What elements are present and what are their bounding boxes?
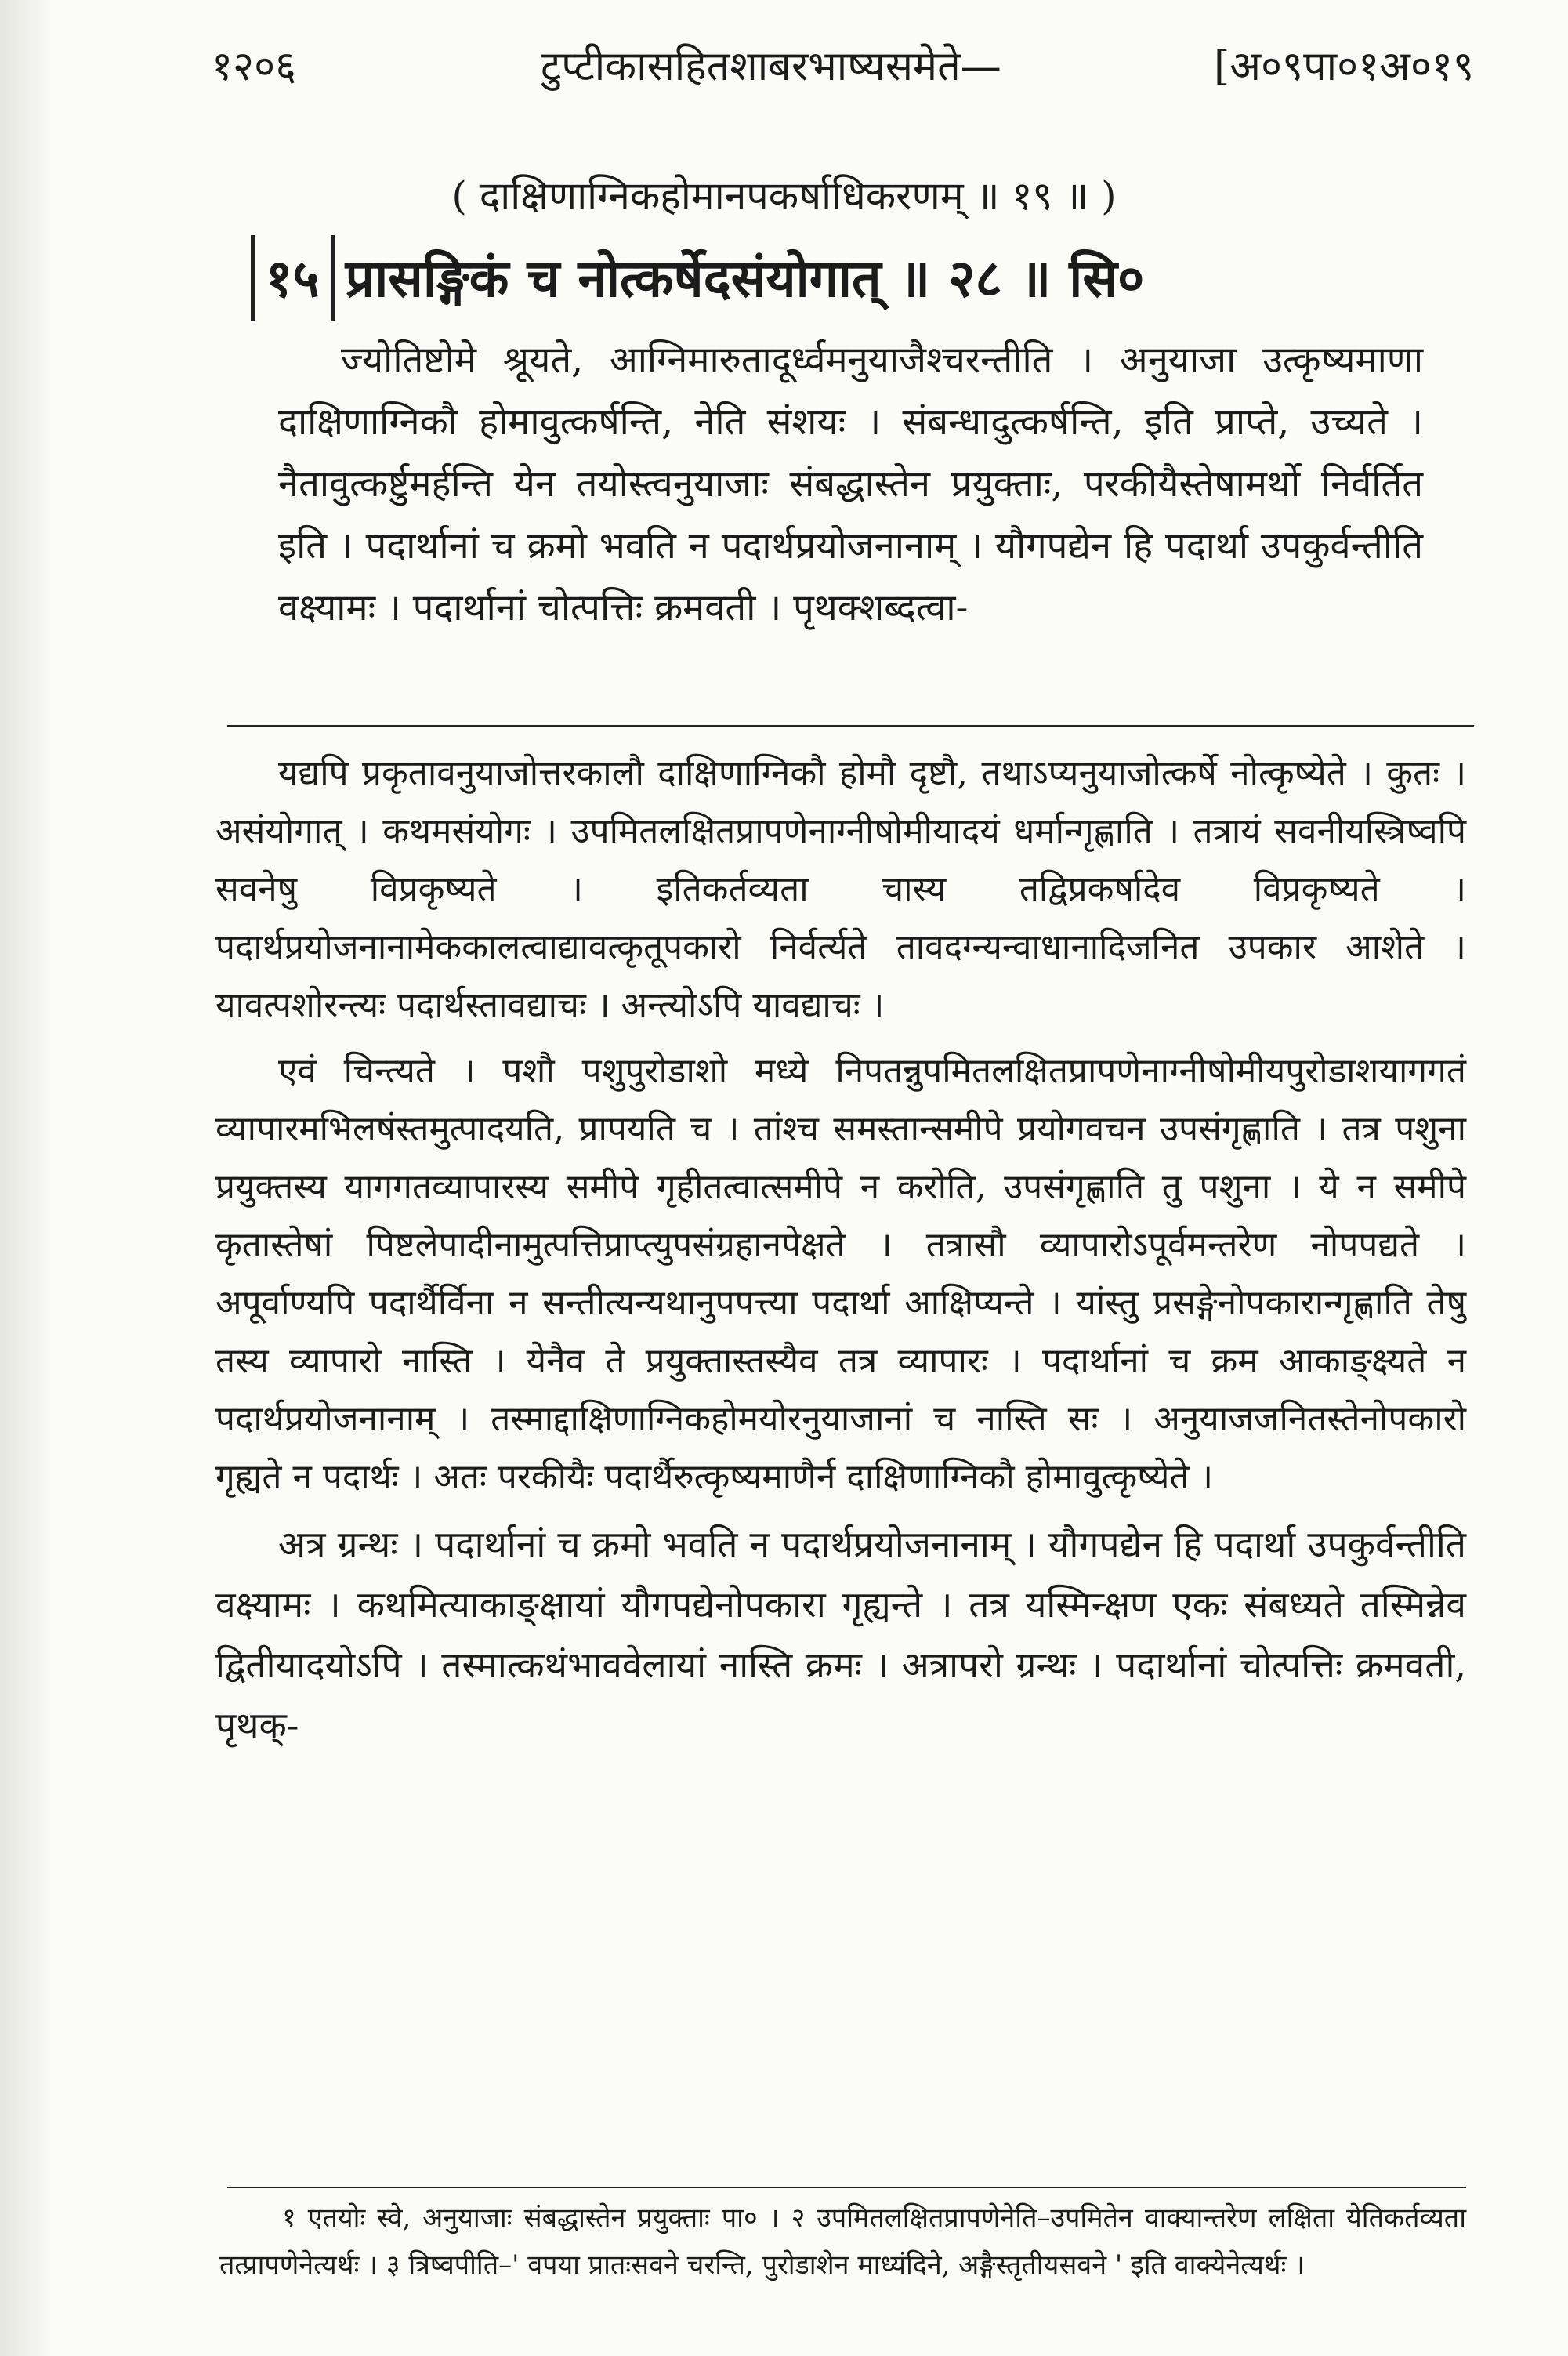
sutra-line	[251, 235, 1450, 321]
tika-commentary	[215, 745, 1466, 1763]
running-title: टुप्टीकासहितशाबरभाष्यसमेते—	[541, 43, 1001, 90]
sutra-number: १५	[251, 235, 335, 321]
chapter-reference: [अ०९पा०१अ०१९	[1213, 43, 1474, 90]
tika-paragraph-3: अत्र ग्रन्थः । पदार्थानां च क्रमो भवति न पदार्थप्रयोजनानाम् । यौगपद्येन हि पदार्था उपकुर्वन्तीति वक्ष्यामः । कथमित्याकाङ्क्षायां यौगपद्येनोपकारा गृह्यन्ते । तत्र यस्मिन्क्षण एकः संबध्यते तस्मिन्नेव द्वितीयादयोऽपि । तस्मात्कथंभाववेलायां नास्ति क्रमः । अत्रापरो ग्रन्थः । पदार्थानां चोत्पत्तिः क्रमवती, पृथक्-	[215, 1523, 1466, 1746]
tika-paragraph-1: यद्यपि प्रकृतावनुयाजोत्तरकालौ दाक्षिणाग्निकौ होमौ दृष्टौ, तथाऽप्यनुयाजोत्कर्षे नोत्कृष्येते । कुतः । असंयोगात् । कथमसंयोगः । उपमितलक्षितप्रापणेनाग्नीषोमीयादयं धर्मान्गृह्णाति । तत्रायं सवनीयस्त्रिष्वपि सवनेषु विप्रकृष्यते । इतिकर्तव्यता चास्य तद्विप्रकर्षादेव विप्रकृष्यते । पदार्थप्रयोजनानामेककालत्वाद्यावत्कृतूपकारो निर्वर्त्यते तावदग्न्यन्वाधानादिजनित उपकार आशेते । यावत्पशोरन्त्यः पदार्थस्तावद्याचः । अन्त्योऽपि यावद्याचः ।	[215, 753, 1466, 1025]
page-edge-shadow	[0, 0, 55, 2356]
bhashya-paragraph: ज्योतिष्टोमे श्रूयते, आग्निमारुतादूर्ध्वमनुयाजैश्चरन्तीति । अनुयाजा उत्कृष्यमाणा दाक्षिणाग्निकौ होमावुत्कर्षन्ति, नेति संशयः । संबन्धादुत्कर्षन्ति, इति प्राप्ते, उच्यते । नैतावुत्कर्ष्टुमर्हन्ति येन तयोस्त्वनुयाजाः संबद्धास्तेन प्रयुक्ताः, परकीयैस्तेषामर्थो निर्वर्तित इति । पदार्थानां च क्रमो भवति न पदार्थप्रयोजनानाम् । यौगपद्येन हि पदार्था उपकुर्वन्तीति वक्ष्यामः । पदार्थानां चोत्पत्तिः क्रमवती । पृथक्शब्दत्वा-	[278, 339, 1423, 629]
tika-paragraph-2: एवं चिन्त्यते । पशौ पशुपुरोडाशो मध्ये निपतन्नुपमितलक्षितप्रापणेनाग्नीषोमीयपुरोडाशयागगतं व्यापारमभिलषंस्तमुत्पादयति, प्रापयति च । तांश्च समस्तान्समीपे प्रयोगवचन उपसंगृह्णाति । तत्र पशुना प्रयुक्तस्य यागगतव्यापारस्य समीपे गृहीतत्वात्समीपे न करोति, उपसंगृह्णाति तु पशुना । ये न समीपे कृतास्तेषां पिष्टलेपादीनामुत्पत्तिप्राप्त्युपसंग्रहानपेक्षते । तत्रासौ व्यापारोऽपूर्वमन्तरेण नोपपद्यते । अपूर्वाण्यपि पदार्थैर्विना न सन्तीत्यन्यथानुपपत्त्या पदार्था आक्षिप्यन्ते । यांस्तु प्रसङ्गेनोपकारान्गृह्णाति तेषु तस्य व्यापारो नास्ति । येनैव ते प्रयुक्तास्तस्यैव तत्र व्यापारः । पदार्थानां च क्रम आकाङ्क्ष्यते न पदार्थप्रयोजनानाम् । तस्माद्दाक्षिणाग्निकहोमयोरनुयाजानां च नास्ति सः । अनुयाजजनितस्तेनोपकारो गृह्यते न पदार्थः । अतः परकीयैः पदार्थैरुत्कृष्यमाणैर्न दाक्षिणाग्निकौ होमावुत्कृष्येते ।	[215, 1051, 1466, 1497]
page-number: १२०६	[212, 43, 297, 90]
footnote-text: १ एतयोः स्वे, अनुयाजाः संबद्धास्तेन प्रयुक्ताः पा० । २ उपमितलक्षितप्रापणेनेति–उपमितेन वाक्यान्तरेण लक्षिता येतिकर्तव्यता तत्प्रापणेनेत्यर्थः । ३ त्रिष्वपीति–' वपया प्रातःसवने चरन्ति, पुरोडाशेन माध्यंदिने, अङ्गैस्तृतीयसवने ' इति वाक्येनेत्यर्थः ।	[219, 2202, 1466, 2281]
footnote-divider	[227, 2187, 1466, 2188]
running-header	[212, 31, 1474, 102]
bhashya-block	[278, 329, 1423, 639]
sutra-text: प्रासङ्गिकं च नोत्कर्षेदसंयोगात् ॥ २८ ॥ सि०	[345, 248, 1145, 309]
adhikarana-heading: ( दाक्षिणाग्निकहोमानपकर्षाधिकरणम् ॥ १९ ॥ )	[451, 173, 1117, 219]
section-divider	[227, 725, 1474, 727]
footnotes	[219, 2195, 1466, 2289]
